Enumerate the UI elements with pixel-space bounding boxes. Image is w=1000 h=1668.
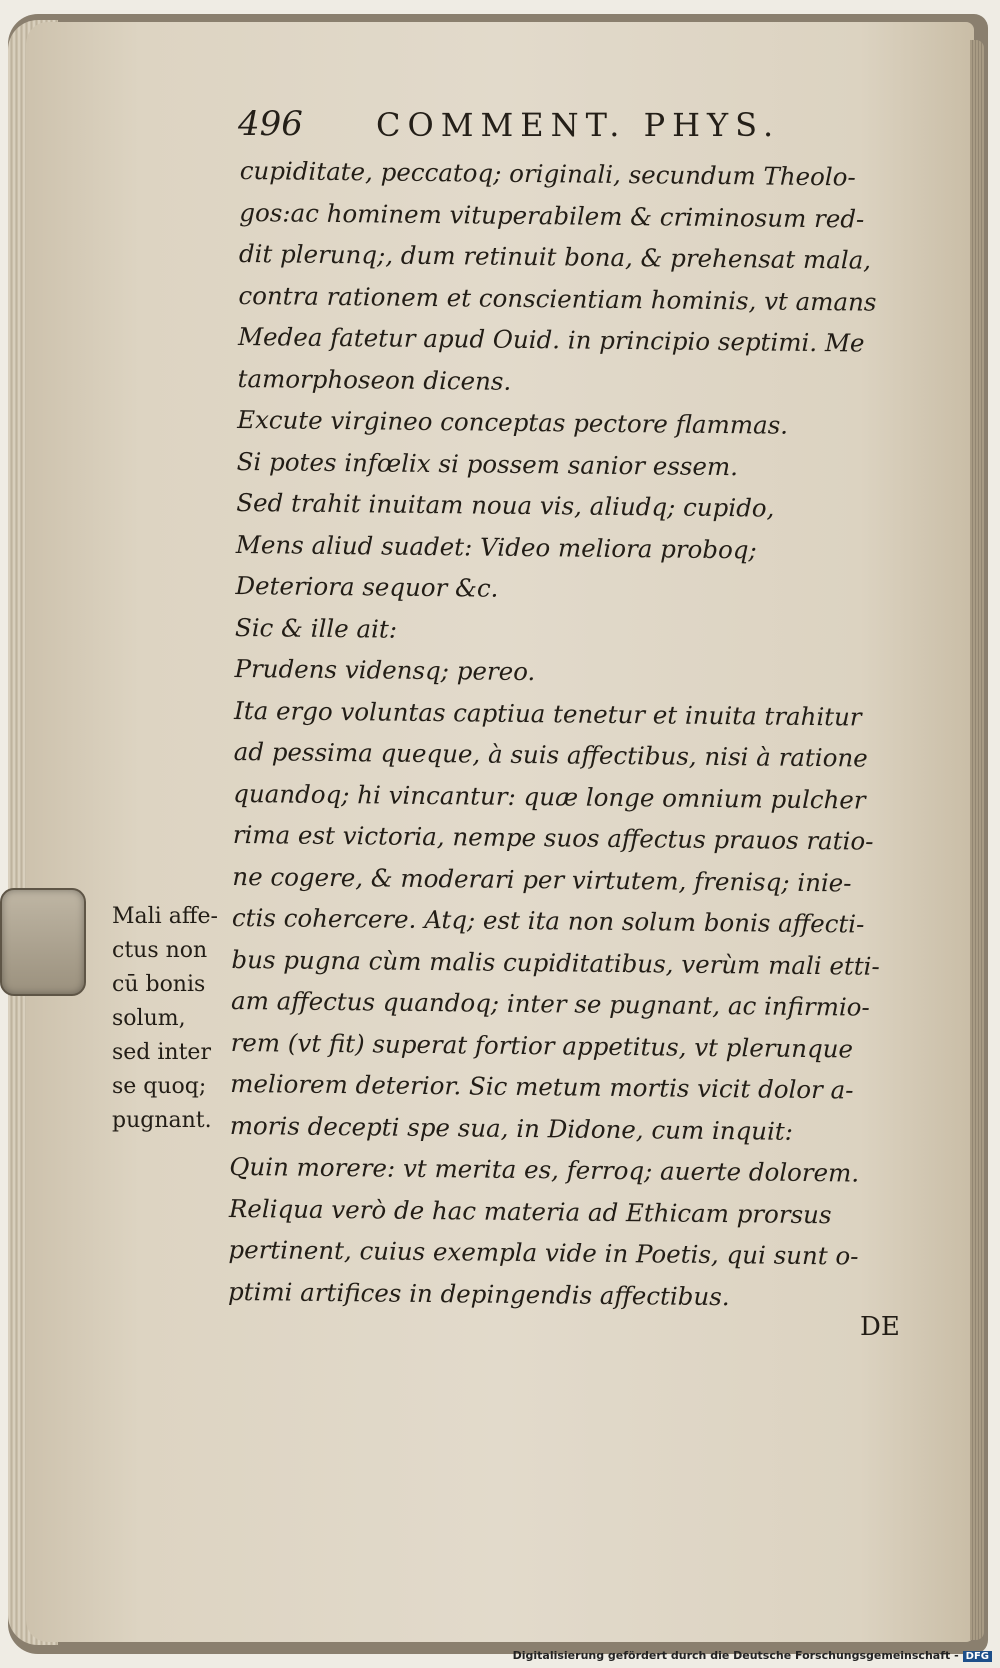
marginal-line: cū bonis bbox=[112, 972, 206, 997]
marginal-line: pugnant. bbox=[112, 1108, 212, 1133]
text-line: Sed trahit inuitam noua vis, aliudq; cupido, bbox=[236, 487, 775, 523]
marginal-line: Mali affe- bbox=[112, 904, 218, 929]
running-title: COMMENT. PHYS. bbox=[376, 106, 781, 144]
marginal-line: sed inter bbox=[112, 1040, 211, 1065]
text-line: ptimi artifices in depingendis affectibus. bbox=[227, 1276, 730, 1311]
text-line: dit plerunq;, dum retinuit bona, & prehensat mala, bbox=[238, 238, 872, 275]
text-line: Ita ergo voluntas captiua tenetur et inuita trahitur bbox=[233, 695, 862, 732]
marginal-line: solum, bbox=[112, 1006, 186, 1031]
text-line: rem (vt fit) superat fortior appetitus, vt plerunque bbox=[230, 1027, 854, 1063]
marginal-line: ctus non bbox=[112, 938, 208, 963]
digitization-credit bbox=[513, 1649, 992, 1662]
text-line: Excute virgineo conceptas pectore flammas. bbox=[237, 404, 789, 440]
catchword: DE bbox=[860, 1312, 900, 1342]
text-line: Mens aliud suadet: Video meliora proboq; bbox=[235, 529, 757, 564]
text-line: ne cogere, & moderari per virtutem, frenisq; inie- bbox=[232, 861, 852, 897]
text-line: ctis cohercere. Atq; est ita non solum bonis affecti- bbox=[231, 902, 865, 939]
text-line: Si potes infœlix si possem sanior essem. bbox=[236, 446, 739, 481]
text-line: am affectus quandoq; inter se pugnant, ac infirmio- bbox=[230, 985, 870, 1022]
text-line: moris decepti spe sua, in Didone, cum inquit: bbox=[229, 1110, 794, 1146]
text-line: Sic & ille ait: bbox=[234, 612, 398, 644]
text-line: Quin morere: vt merita es, ferroq; auerte dolorem. bbox=[229, 1151, 860, 1188]
right-page-edge bbox=[970, 40, 984, 1640]
text-line: gos:ac hominem vituperabilem & criminosum red- bbox=[239, 197, 865, 234]
text-line: Reliqua verò de hac materia ad Ethicam prorsus bbox=[228, 1193, 832, 1229]
text-line: bus pugna cùm malis cupiditatibus, verùm mali etti- bbox=[231, 944, 880, 981]
marginal-line: se quoq; bbox=[112, 1074, 207, 1099]
book-clasp bbox=[0, 888, 86, 996]
page-number: 496 bbox=[238, 104, 303, 144]
text-line: pertinent, cuius exempla vide in Poetis, qui sunt o- bbox=[228, 1234, 859, 1271]
text-line: Medea fatetur apud Ouid. in principio septimi. Me bbox=[237, 321, 865, 358]
dfg-logo: DFG bbox=[963, 1651, 992, 1662]
text-line: contra rationem et conscientiam hominis, vt amans bbox=[238, 280, 877, 317]
text-line: Prudens vidensq; pereo. bbox=[234, 653, 536, 687]
body-text bbox=[228, 150, 900, 1319]
text-line: quandoq; hi vincantur: quæ longe omnium pulcher bbox=[233, 778, 866, 815]
text-line: cupiditate, peccatoq; originali, secundum Theolo- bbox=[239, 155, 856, 192]
credit-text: Digitalisierung gefördert durch die Deutsche Forschungsgemeinschaft - bbox=[512, 1649, 959, 1662]
text-line: tamorphoseon dicens. bbox=[237, 363, 512, 396]
page-header bbox=[238, 104, 798, 152]
text-line: ad pessima queque, à suis affectibus, nisi à ratione bbox=[233, 736, 868, 773]
marginal-note bbox=[112, 900, 242, 1138]
text-line: meliorem deterior. Sic metum mortis vicit dolor a- bbox=[230, 1068, 854, 1105]
text-line: Deteriora sequor &c. bbox=[235, 570, 499, 603]
text-line: rima est victoria, nempe suos affectus prauos ratio- bbox=[232, 819, 874, 856]
